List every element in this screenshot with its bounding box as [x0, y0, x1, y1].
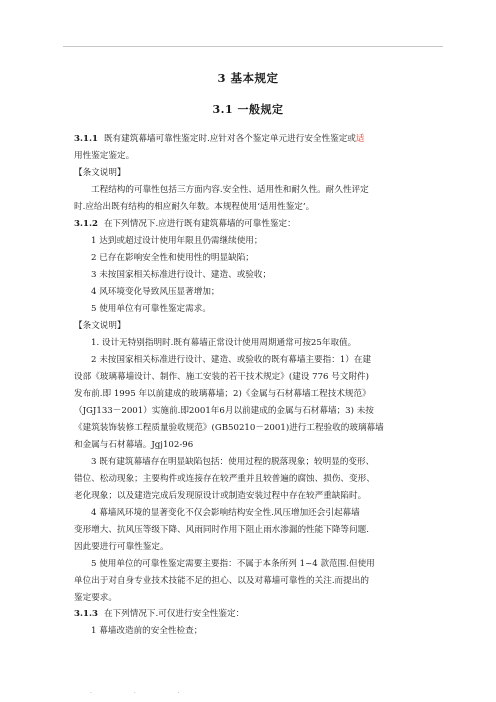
section-title: 3.1 一般规定: [212, 103, 284, 116]
explanation-line: 工程结构的可靠性包括三方面内容.安全性、适用性和耐久性。耐久性评定: [91, 185, 369, 195]
explanation-label: 【条文说明】: [74, 168, 126, 178]
explanation-line: 鉴定要求。: [74, 593, 117, 603]
chapter-title: 3 基本规定: [217, 71, 279, 85]
explanation-line: 单位出于对自身专业技术技能不足的担心、以及对幕墙可靠性的关注.而提出的: [74, 576, 369, 586]
clause-number: 3.1.2: [74, 219, 98, 229]
clause-3-1-3: [74, 606, 438, 640]
clause-text: 在下列情况下.可仅进行安全性鉴定：: [103, 609, 245, 619]
highlighted-char: 适: [355, 134, 365, 144]
clause-3-1-2-intro: [74, 216, 438, 233]
explanation-line: 和金属与石材幕墙。Jgj102-96: [74, 440, 194, 450]
clause-3-1-1-line2: 用性鉴定鉴定。: [74, 151, 135, 161]
explanation-line: 时.应给出既有结构的相应耐久年数。本规程使用‘适用性鉴定’。: [74, 202, 315, 212]
explanation-1: [74, 165, 438, 216]
clause-text: 既有建筑幕墙可靠性鉴定时.应针对各个鉴定单元进行安全性鉴定或: [103, 134, 356, 144]
explanation-line: 1. 设计无特别指明时.既有幕墙正常设计使用周期通常可按25年取值。: [91, 338, 357, 348]
list-item: 5 使用单位有可靠性鉴定需求。: [91, 304, 211, 314]
explanation-line: 发布前.即 1995 年以前建成的玻璃幕墙；2)《金属与石材幕墙工程技术规范》: [74, 389, 371, 399]
clause-number: 3.1.3: [74, 609, 98, 619]
explanation-label: 【条文说明】: [74, 321, 126, 331]
list-item: 4 风环境变化导致风压显著增加；: [91, 287, 220, 297]
explanation-line: 因此要进行可靠性鉴定。: [74, 542, 169, 552]
list-item: 3 未按国家相关标准进行设计、建造、或验收；: [91, 270, 272, 280]
explanation-line: 《建筑装饰装修工程质量验收规范》(GB50210－2001)进行工程验收的玻璃幕墙: [74, 423, 384, 433]
explanation-line: 变形增大、抗风压等级下降、风雨同时作用下阻止雨水渗漏的性能下降等问题.: [74, 525, 369, 535]
list-item: 1 幕墙改造前的安全性检查；: [91, 626, 203, 636]
explanation-line: 老化现象；以及建造完成后发现原设计或制造安装过程中存在较严重缺陷时。: [74, 491, 367, 501]
explanation-line: 设部《玻璃幕墙设计、制作、施工安装的若干技术规定》(建设 776 号文附件): [74, 372, 369, 382]
footer-marks: · · ·: [90, 690, 200, 697]
header-rule: [63, 46, 443, 47]
explanation-line: 错位、松动现象；主要构件或连接存在较严重并且较普遍的腐蚀、损伤、变形、: [74, 474, 375, 484]
clause-number: 3.1.1: [74, 134, 98, 144]
clause-text: 在下列情况下.应进行既有建筑幕墙的可靠性鉴定：: [103, 219, 296, 229]
explanation-2: [74, 318, 438, 607]
clause-3-1-1: [74, 131, 438, 165]
list-item: 2 已存在影响安全性和使用性的明显缺陷；: [91, 253, 254, 263]
explanation-line: 2 未按国家相关标准进行设计、建造、或验收的既有幕墙主要指：1）在建: [91, 355, 372, 365]
explanation-line: 5 使用单位的可靠性鉴定需要主要指：不属于本条所列 1~4 款范围.但使用: [91, 559, 375, 569]
clause-3-1-3-intro: [74, 606, 438, 623]
explanation-line: 4 幕墙风环境的显著变化不仅会影响结构安全性.风压增加还会引起幕墙: [91, 508, 360, 518]
clause-3-1-1-line1: [74, 131, 438, 148]
clause-3-1-2: [74, 216, 438, 318]
list-item: 1 达到或超过设计使用年限且仍需继续使用；: [91, 236, 263, 246]
explanation-line: （JGJ133－2001）实施前.即2001年6月以前建成的金属与石材幕墙；3) 未按: [74, 406, 374, 416]
explanation-line: 3 既有建筑幕墙存在明显缺陷包括：使用过程的脱落现象；较明显的变形、: [91, 457, 375, 467]
